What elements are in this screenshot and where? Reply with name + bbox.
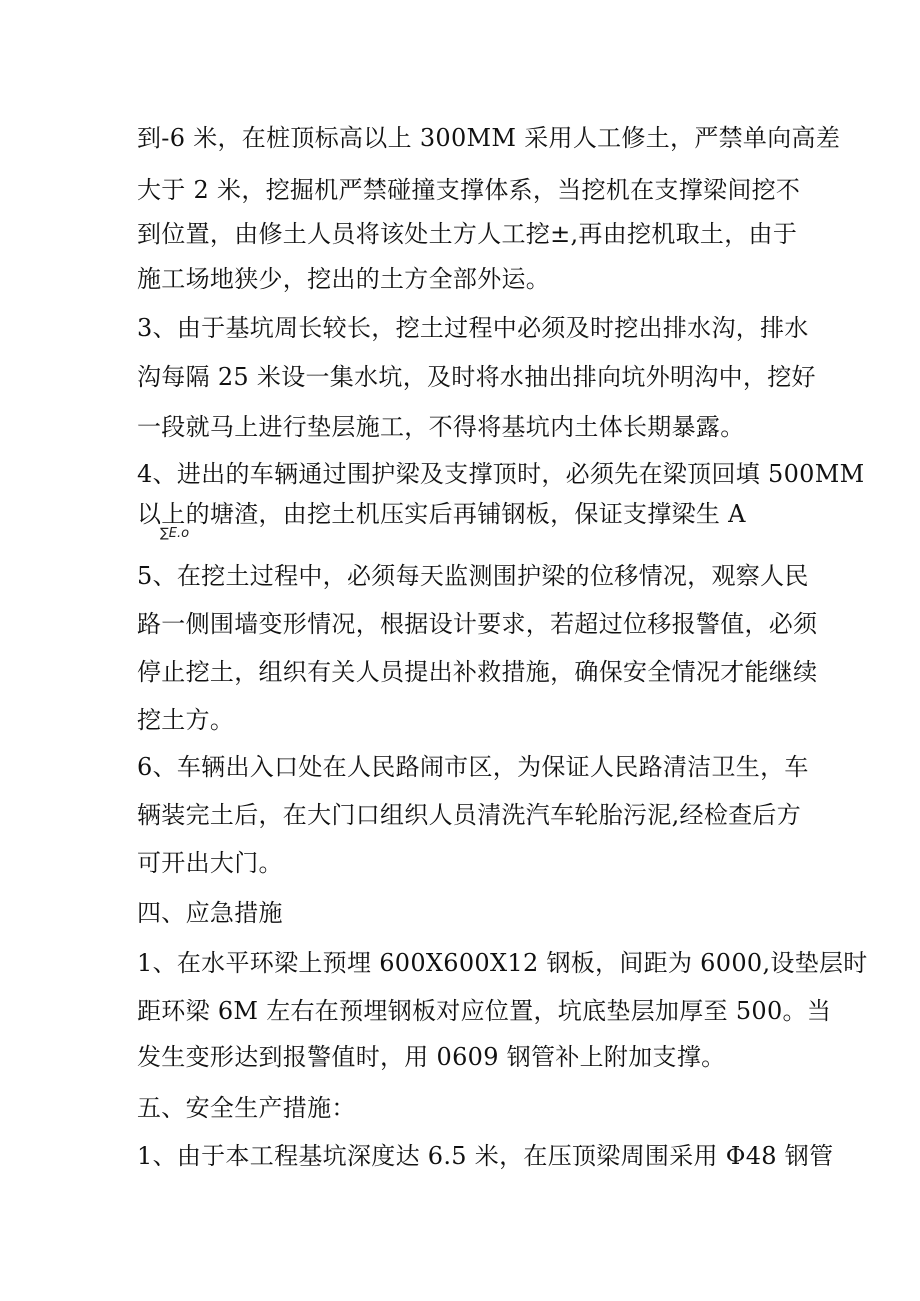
text-line: 一段就马上进行垫层施工，不得将基坑内土体长期暴露。: [137, 413, 745, 441]
section-heading: 五、安全生产措施：: [137, 1094, 356, 1122]
text-line: 距环梁 6M 左右在预埋钢板对应位置，坑底垫层加厚至 500。当: [137, 997, 832, 1025]
text-line: 沟每隔 25 米设一集水坑，及时将水抽出排向坑外明沟中，挖好: [137, 363, 816, 391]
margin-note: ∑E.o: [160, 526, 190, 541]
text-line: 发生变形达到报警值时，用 0609 钢管补上附加支撑。: [137, 1043, 726, 1071]
text-line: 6、车辆出入口处在人民路闹市区，为保证人民路清洁卫生，车: [137, 753, 809, 781]
text-line: 大于 2 米，挖掘机严禁碰撞支撑体系，当挖机在支撑梁间挖不: [137, 176, 801, 204]
text-line: 可开出大门。: [137, 849, 283, 877]
text-line: 4、进出的车辆通过围护梁及支撑顶时，必须先在梁顶回填 500MM: [137, 460, 865, 488]
text-line: 停止挖土，组织有关人员提出补救措施，确保安全情况才能继续: [137, 658, 818, 686]
text-line: 施工场地狭少，挖出的土方全部外运。: [137, 265, 551, 293]
text-line: 1、由于本工程基坑深度达 6.5 米，在压顶梁周围采用 Φ48 钢管: [137, 1142, 834, 1170]
text-line: 路一侧围墙变形情况，根据设计要求，若超过位移报警值，必须: [137, 610, 818, 638]
text-line: 1、在水平环梁上预埋 600X600X12 钢板，间距为 6000,设垫层时: [137, 949, 868, 977]
text-line: 以上的塘渣，由挖土机压实后再铺钢板，保证支撑梁生 A: [137, 500, 746, 528]
text-line: 到-6 米，在桩顶标高以上 300MM 采用人工修土，严禁单向高差: [137, 124, 841, 152]
text-line: 3、由于基坑周长较长，挖土过程中必须及时挖出排水沟，排水: [137, 314, 809, 342]
text-line: 5、在挖土过程中，必须每天监测围护梁的位移情况，观察人民: [137, 562, 809, 590]
text-line: 挖土方。: [137, 706, 235, 734]
text-line: 到位置，由修土人员将该处土方人工挖±,再由挖机取土，由于: [137, 220, 798, 248]
section-heading: 四、应急措施: [137, 899, 283, 927]
text-line: 辆装完土后，在大门口组织人员清洗汽车轮胎污泥,经检查后方: [137, 801, 802, 829]
